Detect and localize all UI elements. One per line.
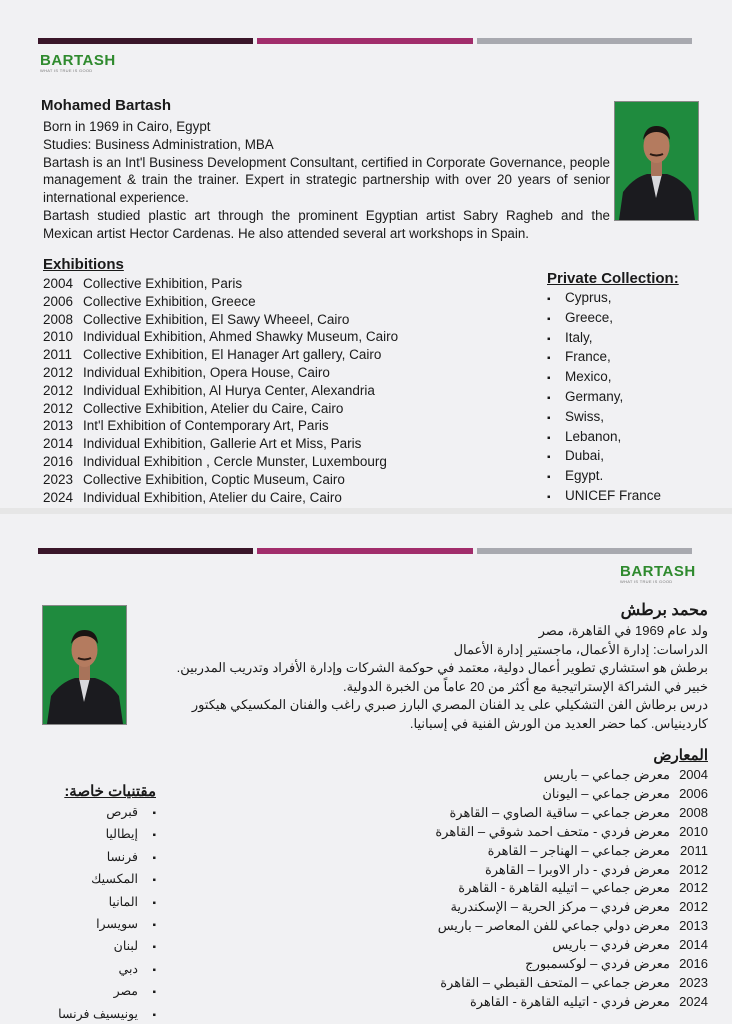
exhibition-year: 2012	[679, 899, 708, 915]
exhibition-item	[43, 293, 398, 311]
exhibition-year: 2023	[43, 471, 74, 487]
exhibition-description: معرض جماعي – باريس	[543, 767, 670, 782]
exhibition-year: 2012	[43, 364, 74, 380]
collection-item	[547, 388, 661, 408]
exhibition-year: 2010	[679, 823, 708, 839]
exhibition-item	[435, 804, 708, 823]
exhibition-description: Int'l Exhibition of Contemporary Art, Paris	[83, 418, 329, 434]
exhibition-year: 2012	[679, 880, 708, 896]
header-color-bars	[38, 548, 692, 554]
exhibition-year: 2010	[43, 329, 74, 345]
exhibition-item	[43, 400, 398, 418]
exhibition-item	[43, 417, 398, 435]
collection-country: سويسرا	[96, 917, 138, 932]
exhibition-year: 2004	[43, 276, 74, 291]
exhibition-description: Individual Exhibition, Al Hurya Center, Alexandria	[83, 382, 375, 398]
exhibition-description: معرض فردي – لوكسمبورج	[525, 956, 670, 972]
private-collection-heading: Private Collection:	[547, 270, 679, 287]
exhibition-item	[435, 766, 708, 785]
bartash-logo: BARTASH WHAT IS TRUE IS GOOD	[40, 52, 116, 73]
collection-item	[547, 309, 661, 329]
exhibitions-list	[435, 766, 708, 1012]
exhibition-item	[43, 382, 398, 400]
birth-info: Born in 1969 in Cairo, Egypt	[43, 119, 211, 134]
exhibition-year: 2008	[43, 311, 74, 327]
exhibition-item	[435, 936, 708, 955]
exhibition-description: معرض فردي - اتيليه القاهرة - القاهرة	[469, 993, 670, 1009]
collection-item	[58, 914, 156, 936]
collection-country: مصر	[113, 984, 138, 999]
collection-country: قبرص	[106, 805, 138, 819]
collection-country: Germany,	[565, 388, 624, 404]
exhibition-description: معرض جماعي – المتحف القبطي – القاهرة	[440, 974, 670, 990]
collection-country: فرنسا	[106, 849, 138, 864]
collection-country: لبنان	[113, 939, 138, 954]
exhibition-year: 2011	[680, 842, 708, 858]
exhibition-description: Collective Exhibition, El Sawy Wheeel, Cairo	[83, 311, 350, 327]
collection-item	[58, 1004, 156, 1024]
collection-country: Cyprus,	[565, 290, 612, 305]
exhibition-description: معرض فردي – مركز الحرية – الإسكندرية	[450, 899, 670, 915]
collection-item	[58, 847, 156, 869]
collection-country: دبي	[118, 961, 138, 976]
exhibition-description: Collective Exhibition, Atelier du Caire, Cairo	[83, 400, 344, 416]
bio-paragraph-1: Bartash is an Int'l Business Development Consultant, certified in Corporate Governance, people management & train the trainer. Expert in strategic partnership with over 20 years of senior international experience.	[43, 154, 610, 206]
artist-bio	[148, 622, 708, 733]
exhibition-item	[435, 917, 708, 936]
collection-country: يونيسيف فرنسا	[58, 1006, 138, 1021]
artist-bio	[43, 118, 610, 243]
collection-country: Greece,	[565, 309, 614, 325]
exhibition-year: 2016	[43, 453, 74, 469]
exhibition-year: 2004	[679, 767, 708, 782]
exhibition-description: معرض دولي جماعي للفن المعاصر – باريس	[437, 918, 670, 934]
exhibition-description: معرض فردي – باريس	[552, 937, 670, 953]
exhibition-year: 2012	[679, 861, 708, 877]
artist-name: محمد برطش	[620, 602, 708, 619]
exhibition-description: Individual Exhibition, Ahmed Shawky Museum, Cairo	[83, 329, 399, 345]
exhibition-description: Collective Exhibition, Greece	[83, 293, 256, 309]
birth-info: ولد عام 1969 في القاهرة، مصر	[538, 623, 708, 638]
exhibition-year: 2024	[679, 993, 708, 1009]
collection-item	[58, 981, 156, 1003]
collection-item	[58, 936, 156, 958]
private-collection-list	[547, 289, 661, 507]
exhibition-item	[435, 842, 708, 861]
exhibition-year: 2006	[43, 293, 74, 309]
exhibition-description: Individual Exhibition, Atelier du Caire, Cairo	[83, 489, 342, 505]
private-collection-heading: مقتنيات خاصة:	[64, 783, 156, 800]
collection-country: Mexico,	[565, 369, 612, 385]
exhibition-description: معرض فردي - متحف احمد شوقي – القاهرة	[435, 823, 670, 839]
exhibition-description: Individual Exhibition , Cercle Munster, Luxembourg	[83, 453, 387, 469]
collection-item	[58, 892, 156, 914]
exhibition-item	[43, 453, 398, 471]
exhibition-item	[43, 311, 398, 329]
collection-item	[58, 869, 156, 891]
exhibitions-list	[43, 275, 398, 506]
exhibition-item	[435, 993, 708, 1012]
studies-info: Studies: Business Administration, MBA	[43, 136, 274, 152]
exhibition-year: 2012	[43, 382, 74, 398]
exhibition-item	[435, 974, 708, 993]
exhibition-description: Individual Exhibition, Gallerie Art et Miss, Paris	[83, 436, 362, 452]
exhibition-item	[43, 346, 398, 364]
collection-item	[547, 329, 661, 349]
collection-country: Swiss,	[565, 408, 605, 424]
exhibitions-heading: Exhibitions	[43, 256, 124, 273]
private-collection-list	[58, 802, 156, 1024]
exhibition-description: معرض فردي - دار الاوبرا – القاهرة	[484, 861, 670, 877]
exhibition-description: معرض جماعي – اليونان	[542, 785, 670, 801]
collection-country: Egypt.	[565, 468, 604, 484]
exhibition-description: معرض جماعي – ساقية الصاوي – القاهرة	[449, 804, 670, 820]
exhibition-item	[435, 823, 708, 842]
bio-paragraph-2: Bartash studied plastic art through the prominent Egyptian artist Sabry Ragheb and the Mexican artist Hector Cardenas. He also attended several art workshops in Spain.	[43, 207, 610, 241]
artist-portrait-photo	[614, 101, 699, 221]
collection-country: Italy,	[565, 329, 593, 345]
exhibition-description: معرض جماعي – اتيليه القاهرة - القاهرة	[458, 880, 670, 896]
exhibition-description: Collective Exhibition, Coptic Museum, Cairo	[83, 471, 345, 487]
exhibition-year: 2006	[679, 785, 708, 801]
bio-paragraph-3: درس برطاش الفن التشكيلي على يد الفنان المصري البارز صبري راغب والفنان المكسيكي هيكتور كاردينياس. كما حضر العديد من الورش الفنية في إسبانيا.	[191, 697, 708, 731]
exhibition-description: Individual Exhibition, Opera House, Cairo	[83, 364, 330, 380]
collection-item	[547, 368, 661, 388]
header-color-bars	[38, 38, 692, 44]
artist-name: Mohamed Bartash	[41, 97, 172, 114]
arabic-profile-card	[0, 514, 732, 1024]
collection-item	[547, 408, 661, 428]
exhibitions-heading: المعارض	[653, 747, 708, 764]
artist-portrait-photo	[42, 605, 127, 725]
collection-item	[547, 348, 661, 368]
exhibition-year: 2012	[43, 400, 74, 416]
collection-country: المكسيك	[91, 872, 138, 887]
exhibition-item	[435, 955, 708, 974]
bio-paragraph-1: برطش هو استشاري تطوير أعمال دولية، معتمد في حوكمة الشركات وإدارة الأفراد وتدريب المدربين.	[176, 660, 708, 675]
exhibition-description: Collective Exhibition, Paris	[83, 276, 243, 291]
exhibition-year: 2016	[679, 956, 708, 972]
exhibition-year: 2014	[43, 436, 74, 452]
bio-paragraph-2: خبير في الشراكة الإستراتيجية مع أكثر من 20 عاماً من الخبرة الدولية.	[342, 678, 708, 694]
collection-item	[547, 467, 661, 487]
collection-item	[58, 959, 156, 981]
exhibition-item	[43, 435, 398, 453]
exhibition-year: 2023	[679, 974, 708, 990]
exhibition-year: 2024	[43, 489, 74, 505]
collection-country: المانيا	[108, 894, 138, 909]
exhibition-item	[435, 879, 708, 898]
exhibition-item	[43, 471, 398, 489]
collection-item	[547, 487, 661, 507]
exhibition-item	[43, 275, 398, 293]
exhibition-description: معرض جماعي – الهناجر – القاهرة	[487, 842, 670, 858]
collection-country: UNICEF France	[565, 487, 662, 503]
collection-country: إيطاليا	[105, 827, 138, 842]
collection-item	[58, 824, 156, 846]
exhibition-year: 2011	[43, 347, 73, 363]
exhibition-item	[43, 328, 398, 346]
studies-info: الدراسات: إدارة الأعمال، ماجستير إدارة الأعمال	[453, 641, 708, 657]
exhibition-item	[43, 364, 398, 382]
exhibition-description: Collective Exhibition, El Hanager Art gallery, Cairo	[83, 347, 382, 363]
exhibition-year: 2013	[43, 418, 74, 434]
english-profile-card	[0, 0, 732, 508]
exhibition-year: 2014	[679, 937, 708, 953]
collection-country: Lebanon,	[565, 428, 622, 444]
exhibition-item	[43, 489, 398, 507]
collection-country: France,	[565, 349, 611, 365]
exhibition-year: 2008	[679, 804, 708, 820]
bartash-logo: BARTASH WHAT IS TRUE IS GOOD	[620, 563, 696, 584]
exhibition-item	[435, 861, 708, 880]
exhibition-year: 2013	[679, 918, 708, 934]
exhibition-item	[435, 898, 708, 917]
collection-item	[547, 289, 661, 309]
collection-country: Dubai,	[565, 448, 605, 464]
collection-item	[58, 802, 156, 824]
exhibition-item	[435, 785, 708, 804]
collection-item	[547, 428, 661, 448]
collection-item	[547, 447, 661, 467]
